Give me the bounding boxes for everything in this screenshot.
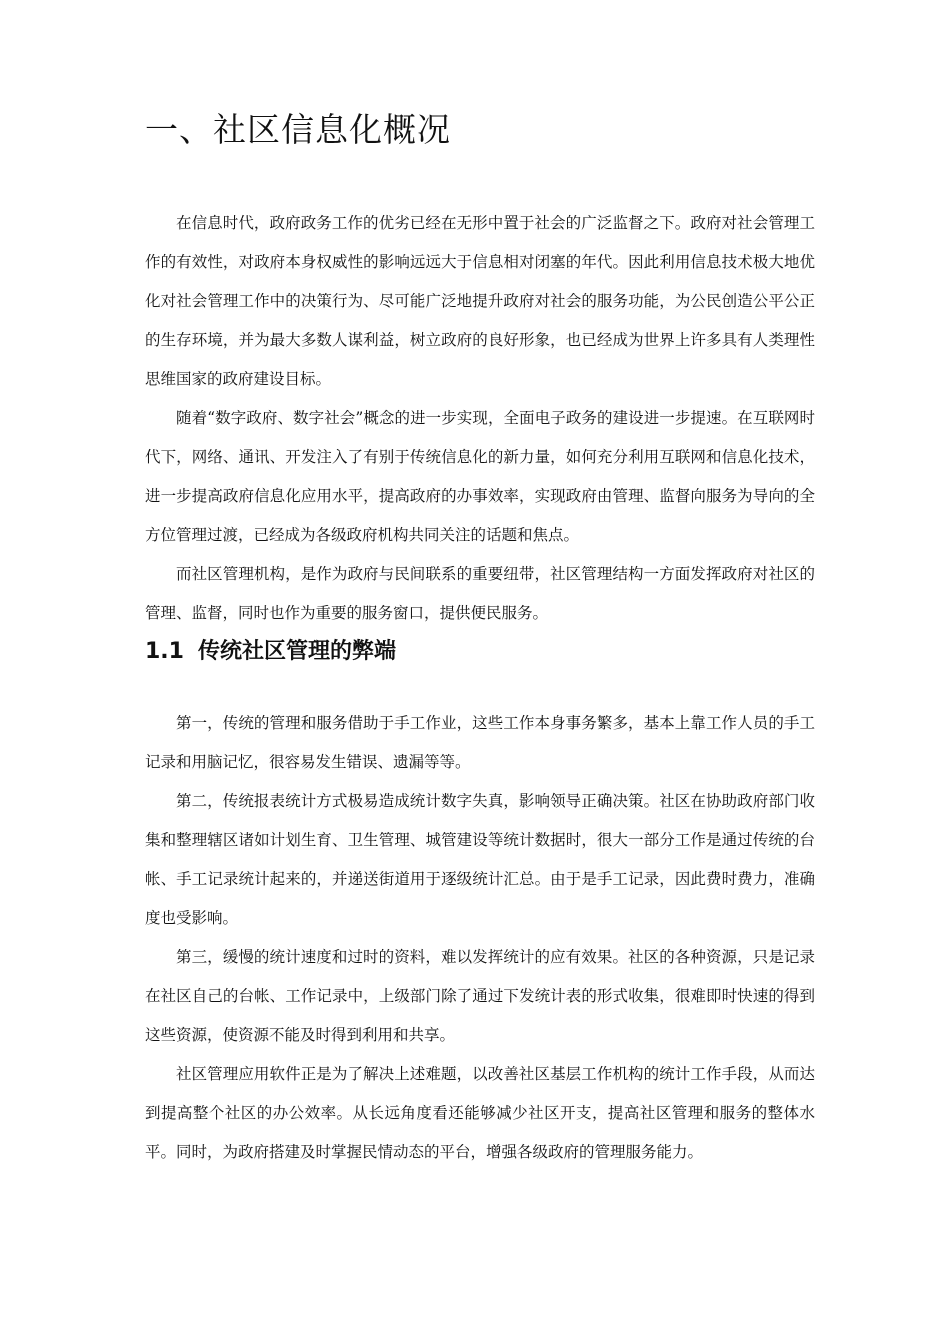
subsection-paragraph-4: 社区管理应用软件正是为了解决上述难题，以改善社区基层工作机构的统计工作手段，从而达到提高整个社区的办公效率。从长远角度看还能够减少社区开支，提高社区管理和服务的整体水平。同时，为政府搭建及时掌握民情动态的平台，增强各级政府的管理服务能力。 <box>145 1065 815 1161</box>
subsection-paragraph-1: 第一，传统的管理和服务借助于手工作业，这些工作本身事务繁多，基本上靠工作人员的手工记录和用脑记忆，很容易发生错误、遗漏等等。 <box>145 714 815 771</box>
subsection-body <box>145 704 815 1172</box>
chapter-heading: 一、社区信息化概况 <box>145 110 451 149</box>
intro-section <box>145 204 815 633</box>
intro-paragraph-1: 在信息时代，政府政务工作的优劣已经在无形中置于社会的广泛监督之下。政府对社会管理工作的有效性，对政府本身权威性的影响远远大于信息相对闭塞的年代。因此利用信息技术极大地优化对社会管理工作中的决策行为、尽可能广泛地提升政府对社会的服务功能，为公民创造公平公正的生存环境，并为最大多数人谋利益，树立政府的良好形象，也已经成为世界上许多具有人类理性思维国家的政府建设目标。 <box>145 214 815 388</box>
subsection-paragraph-2: 第二，传统报表统计方式极易造成统计数字失真，影响领导正确决策。社区在协助政府部门收集和整理辖区诸如计划生育、卫生管理、城管建设等统计数据时，很大一部分工作是通过传统的台帐、手工记录统计起来的，并递送街道用于逐级统计汇总。由于是手工记录，因此费时费力，准确度也受影响。 <box>145 792 815 927</box>
intro-paragraph-3: 而社区管理机构，是作为政府与民间联系的重要纽带，社区管理结构一方面发挥政府对社区的管理、监督，同时也作为重要的服务窗口，提供便民服务。 <box>145 565 815 622</box>
subsection-number: 1.1 <box>145 639 184 664</box>
subsection-paragraph-3: 第三，缓慢的统计速度和过时的资料，难以发挥统计的应有效果。社区的各种资源，只是记录在社区自己的台帐、工作记录中，上级部门除了通过下发统计表的形式收集，很难即时快速的得到这些资源，使资源不能及时得到利用和共享。 <box>145 948 815 1044</box>
subsection-title: 传统社区管理的弊端 <box>197 639 396 664</box>
subsection-heading <box>145 632 396 672</box>
intro-paragraph-2: 随着“数字政府、数字社会”概念的进一步实现，全面电子政务的建设进一步提速。在互联网时代下，网络、通讯、开发注入了有别于传统信息化的新力量，如何充分利用互联网和信息化技术，进一步提高政府信息化应用水平，提高政府的办事效率，实现政府由管理、监督向服务为导向的全方位管理过渡，已经成为各级政府机构共同关注的话题和焦点。 <box>145 409 815 544</box>
